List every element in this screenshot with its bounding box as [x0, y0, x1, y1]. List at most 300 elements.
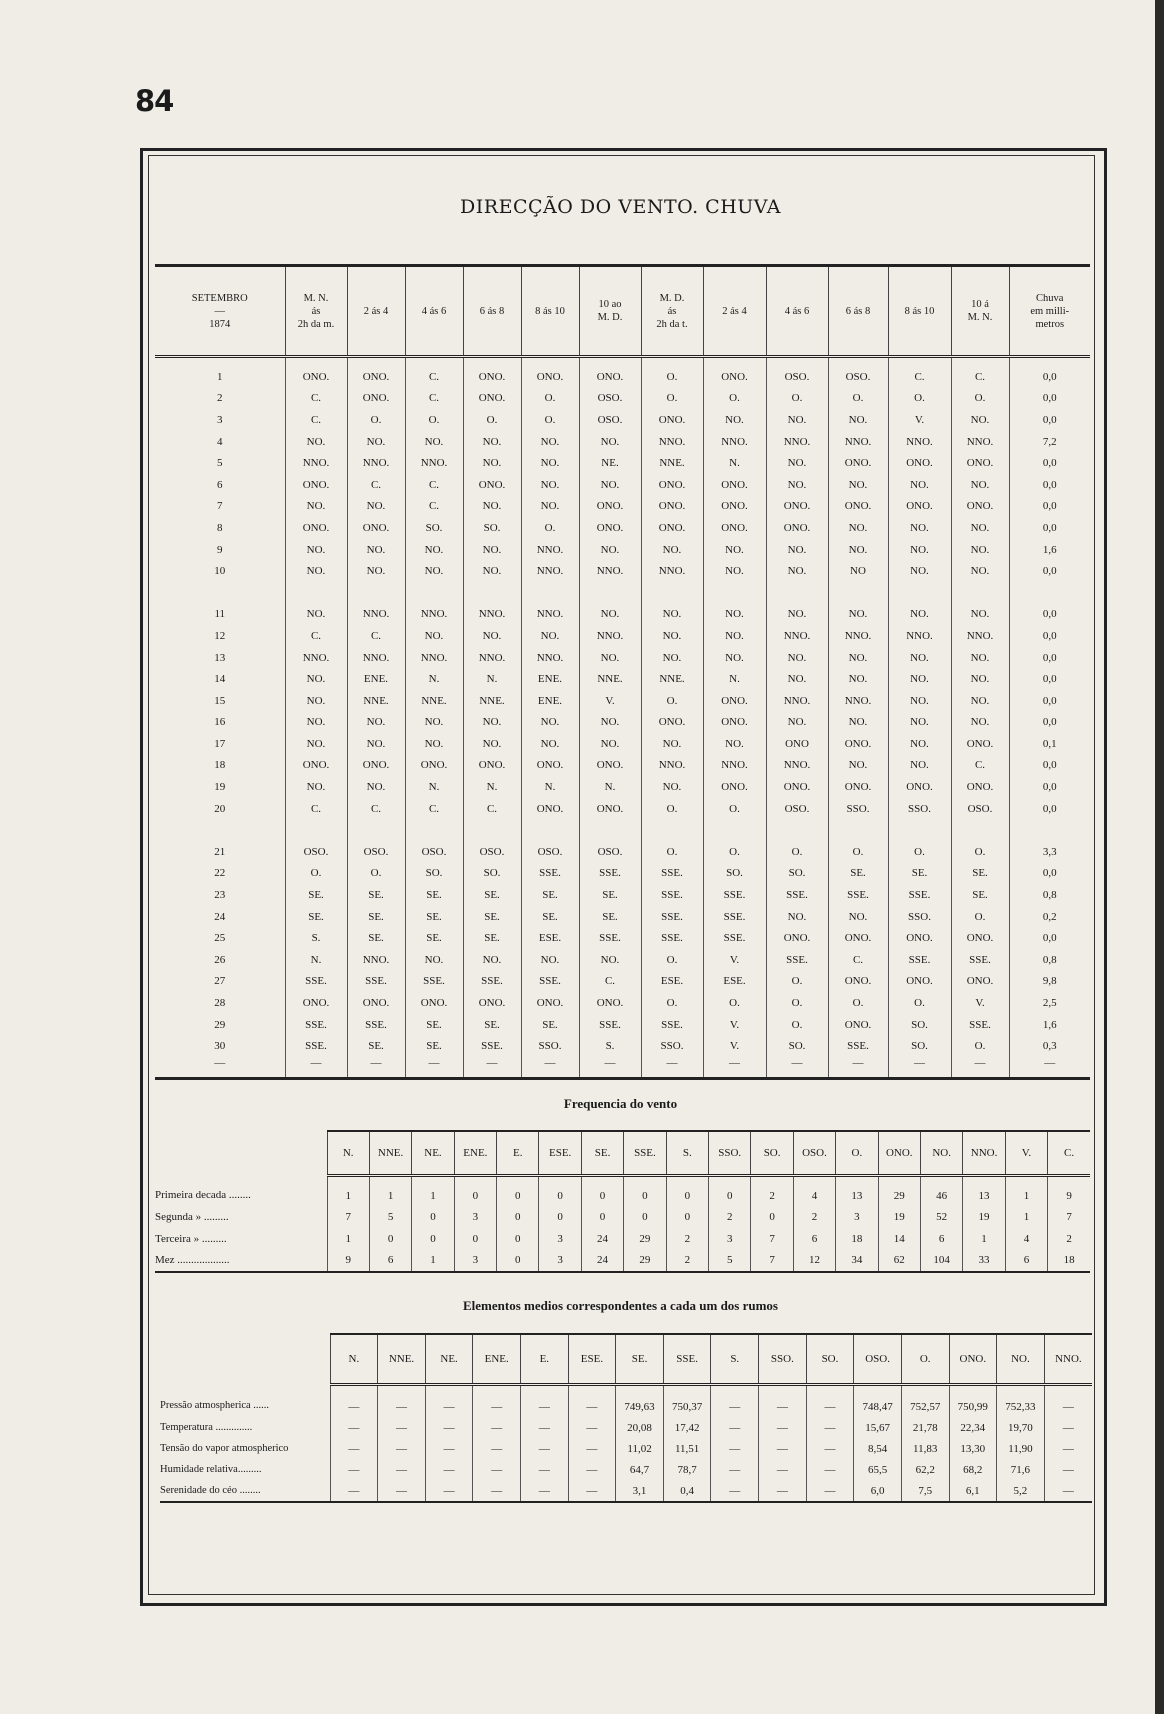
wind-cell: NO.	[285, 431, 347, 453]
direction-header: E.	[497, 1131, 539, 1176]
wind-cell: NNO.	[463, 647, 521, 669]
count-cell: 0	[412, 1228, 454, 1250]
wind-cell: ONO.	[828, 927, 888, 949]
wind-cell: NO.	[347, 776, 405, 798]
wind-cell: S.	[285, 927, 347, 949]
value-cell: —	[759, 1385, 807, 1418]
wind-cell: NNO.	[405, 452, 463, 474]
wind-cell: NO.	[951, 560, 1009, 582]
wind-cell: SE.	[347, 927, 405, 949]
rain-cell: 0,0	[1009, 755, 1090, 777]
value-cell: 64,7	[616, 1459, 664, 1480]
header-line: em milli-	[1030, 305, 1070, 317]
wind-cell: ONO.	[579, 798, 641, 820]
count-cell: 1	[412, 1250, 454, 1273]
day-cell: 4	[217, 435, 223, 448]
wind-cell: NO.	[285, 776, 347, 798]
table-row	[155, 452, 1090, 474]
wind-cell: SO.	[766, 1035, 828, 1057]
gap-cell	[579, 582, 641, 604]
direction-header: NNE.	[378, 1334, 426, 1385]
table-row	[155, 884, 1090, 906]
value-cell: 65,5	[854, 1459, 902, 1480]
rain-cell: 0,0	[1009, 647, 1090, 669]
count-cell: 0	[666, 1207, 708, 1229]
row-label: Terceira » .........	[155, 1232, 227, 1245]
wind-cell: SSE.	[641, 927, 703, 949]
wind-cell: ONO.	[888, 776, 951, 798]
direction-header: SSE.	[663, 1334, 711, 1385]
wind-cell: O.	[888, 841, 951, 863]
wind-cell: NNO.	[641, 431, 703, 453]
wind-cell: NNE.	[347, 690, 405, 712]
value-cell: —	[806, 1385, 854, 1418]
wind-cell: NO.	[951, 690, 1009, 712]
wind-cell: NO.	[766, 647, 828, 669]
wind-cell: ONO.	[766, 496, 828, 518]
value-cell: —	[568, 1438, 616, 1459]
row-label: Serenidade do céo ........	[160, 1480, 330, 1502]
gap-cell	[828, 582, 888, 604]
rain-cell: 0,0	[1009, 517, 1090, 539]
count-cell: 13	[963, 1176, 1005, 1207]
table-row	[155, 1176, 1090, 1207]
wind-cell: O.	[828, 388, 888, 410]
direction-header: SSE.	[624, 1131, 666, 1176]
wind-cell: SSE.	[521, 971, 579, 993]
direction-header: OSO.	[793, 1131, 835, 1176]
value-cell: 5,2	[997, 1480, 1045, 1502]
direction-header: V.	[1005, 1131, 1047, 1176]
rain-cell: 7,2	[1009, 431, 1090, 453]
wind-cell: NNO.	[347, 452, 405, 474]
day-cell: 27	[214, 975, 226, 988]
wind-cell: SE.	[347, 884, 405, 906]
wind-cell: ONO.	[766, 776, 828, 798]
table-row	[155, 712, 1090, 734]
count-cell: 24	[581, 1250, 623, 1273]
wind-cell: NO.	[347, 539, 405, 561]
wind-cell: NO.	[521, 712, 579, 734]
wind-cell: ENE.	[347, 668, 405, 690]
rain-cell: 0,0	[1009, 863, 1090, 885]
value-cell: —	[473, 1459, 521, 1480]
gap-cell	[155, 582, 285, 604]
wind-cell: SSE.	[579, 1014, 641, 1036]
wind-cell: ONO.	[521, 357, 579, 388]
gap-cell	[703, 582, 766, 604]
wind-cell: NNO.	[888, 431, 951, 453]
day-cell: 18	[214, 759, 226, 772]
wind-cell: V.	[703, 949, 766, 971]
wind-cell: O.	[828, 841, 888, 863]
header-line: ás	[311, 305, 321, 317]
wind-cell: SSE.	[888, 949, 951, 971]
header-line: 2 ás 4	[722, 305, 747, 317]
rain-cell: 0,0	[1009, 625, 1090, 647]
elements-header-row	[160, 1334, 1092, 1385]
wind-cell: O.	[641, 992, 703, 1014]
page-edge	[1155, 0, 1164, 1714]
day-cell: 8	[217, 521, 223, 534]
value-cell: —	[568, 1459, 616, 1480]
value-cell: 6,0	[854, 1480, 902, 1502]
wind-cell: NO.	[828, 539, 888, 561]
wind-cell: NO.	[579, 604, 641, 626]
wind-cell: NO.	[521, 474, 579, 496]
wind-cell: ONO.	[463, 755, 521, 777]
wind-cell: ONO.	[347, 755, 405, 777]
count-cell: 1	[327, 1228, 369, 1250]
wind-cell: SO.	[888, 1035, 951, 1057]
direction-header: SO.	[751, 1131, 793, 1176]
wind-cell: NNO.	[828, 431, 888, 453]
gap-cell	[463, 582, 521, 604]
wind-cell: NO.	[828, 409, 888, 431]
wind-cell: NO.	[828, 517, 888, 539]
wind-cell: NNO.	[951, 431, 1009, 453]
wind-cell: SO.	[766, 863, 828, 885]
day-cell: 26	[214, 953, 226, 966]
direction-header: ENE.	[473, 1334, 521, 1385]
row-label: Segunda » .........	[155, 1211, 229, 1224]
table-row	[155, 357, 1090, 388]
wind-cell: SSE.	[766, 949, 828, 971]
gap-cell	[405, 582, 463, 604]
value-cell: —	[425, 1480, 473, 1502]
wind-cell: NO.	[888, 560, 951, 582]
wind-cell: C.	[405, 357, 463, 388]
wind-cell: NO.	[641, 733, 703, 755]
dash-cell: —	[703, 1057, 766, 1079]
wind-cell: NO.	[766, 604, 828, 626]
wind-cell: O.	[766, 971, 828, 993]
day-cell: 11	[214, 608, 226, 621]
count-cell: 3	[454, 1250, 496, 1273]
wind-cell: SO.	[703, 863, 766, 885]
value-cell: —	[521, 1459, 569, 1480]
wind-cell: NNE.	[579, 668, 641, 690]
count-cell: 7	[327, 1207, 369, 1229]
wind-cell: SSE.	[641, 906, 703, 928]
value-cell: 11,83	[901, 1438, 949, 1459]
wind-cell: NNE.	[641, 452, 703, 474]
elements-title: Elementos medios correspondentes a cada um dos rumos	[462, 1298, 778, 1313]
rain-cell: 0,2	[1009, 906, 1090, 928]
wind-cell: NO.	[347, 560, 405, 582]
wind-cell: SSO.	[641, 1035, 703, 1057]
wind-cell: O.	[766, 841, 828, 863]
wind-cell: NO.	[347, 712, 405, 734]
header-line: SETEMBRO	[191, 292, 248, 304]
wind-cell: NNO.	[347, 604, 405, 626]
wind-cell: OSO.	[405, 841, 463, 863]
day-cell: 5	[217, 457, 223, 470]
direction-header: SE.	[581, 1131, 623, 1176]
count-cell: 52	[920, 1207, 962, 1229]
gap-cell	[285, 582, 347, 604]
wind-cell: SSE.	[347, 971, 405, 993]
page-title: DIRECÇÃO DO VENTO. CHUVA	[460, 196, 781, 218]
value-cell: —	[1044, 1459, 1092, 1480]
wind-cell: ONO.	[579, 517, 641, 539]
day-cell: 15	[214, 694, 226, 707]
value-cell: 6,1	[949, 1480, 997, 1502]
wind-cell: C.	[285, 388, 347, 410]
table-row	[155, 798, 1090, 820]
header-line: 8 ás 10	[535, 305, 565, 317]
rain-cell: 0,0	[1009, 452, 1090, 474]
wind-cell: ONO.	[951, 452, 1009, 474]
wind-cell: NO.	[463, 539, 521, 561]
direction-header: ENE.	[454, 1131, 496, 1176]
rain-cell: 0,0	[1009, 474, 1090, 496]
table-row	[155, 863, 1090, 885]
header-line: Chuva	[1036, 292, 1064, 304]
gap-cell	[521, 582, 579, 604]
header-line: M. N.	[303, 292, 329, 304]
wind-cell: NNO.	[521, 539, 579, 561]
value-cell: —	[473, 1480, 521, 1502]
direction-header: O.	[901, 1334, 949, 1385]
value-cell: —	[711, 1438, 759, 1459]
wind-cell: C.	[463, 798, 521, 820]
frequency-title: Frequencia do vento	[563, 1096, 678, 1111]
wind-cell: SSE.	[463, 1035, 521, 1057]
wind-cell: O.	[641, 841, 703, 863]
wind-cell: NO.	[347, 431, 405, 453]
value-cell: —	[425, 1385, 473, 1418]
count-cell: 46	[920, 1176, 962, 1207]
wind-cell: SSO.	[828, 798, 888, 820]
wind-cell: N.	[405, 776, 463, 798]
column-header	[951, 266, 1009, 357]
rain-cell: 0,0	[1009, 496, 1090, 518]
wind-cell: SSE.	[285, 971, 347, 993]
value-cell: 11,02	[616, 1438, 664, 1459]
direction-header: ONO.	[949, 1334, 997, 1385]
wind-cell: ONO.	[888, 971, 951, 993]
wind-cell: SO.	[405, 517, 463, 539]
value-cell: —	[711, 1385, 759, 1418]
wind-cell: NO.	[521, 452, 579, 474]
direction-header: SSO.	[759, 1334, 807, 1385]
wind-cell: O.	[766, 1014, 828, 1036]
rain-cell: 0,1	[1009, 733, 1090, 755]
table-row	[155, 560, 1090, 582]
row-label: Primeira decada ........	[155, 1189, 251, 1201]
wind-cell: NNO.	[766, 755, 828, 777]
blank-header	[155, 1131, 327, 1176]
wind-cell: NO.	[347, 496, 405, 518]
wind-cell: V.	[579, 690, 641, 712]
header-line: 8 ás 10	[904, 305, 935, 317]
day-cell: 3	[217, 413, 223, 426]
count-cell: 0	[497, 1207, 539, 1229]
wind-cell: O.	[703, 841, 766, 863]
table-row	[160, 1385, 1092, 1418]
direction-header: ESE.	[568, 1334, 616, 1385]
wind-cell: ONO.	[828, 776, 888, 798]
day-cell: 23	[214, 889, 226, 902]
wind-cell: ONO.	[828, 733, 888, 755]
wind-cell: ONO.	[463, 388, 521, 410]
count-cell: 2	[709, 1207, 751, 1229]
decade-gap	[155, 582, 1090, 604]
rain-cell: 0,0	[1009, 798, 1090, 820]
wind-cell: C.	[579, 971, 641, 993]
count-cell: 7	[751, 1250, 793, 1273]
wind-cell: SSE.	[641, 1014, 703, 1036]
row-label: Temperatura ..............	[160, 1422, 253, 1433]
count-cell: 1	[412, 1176, 454, 1207]
wind-cell: NO.	[463, 949, 521, 971]
value-cell: —	[473, 1385, 521, 1418]
wind-cell: C.	[405, 798, 463, 820]
wind-cell: OSO.	[951, 798, 1009, 820]
wind-cell: ONO.	[579, 992, 641, 1014]
count-cell: 0	[581, 1176, 623, 1207]
header-line: 4 ás 6	[784, 305, 810, 317]
table-row	[155, 971, 1090, 993]
wind-cell: ONO.	[521, 992, 579, 1014]
count-cell: 0	[666, 1176, 708, 1207]
wind-cell: ONO.	[703, 690, 766, 712]
gap-cell	[641, 582, 703, 604]
frequency-header-row	[155, 1131, 1090, 1176]
value-cell: 68,2	[949, 1459, 997, 1480]
count-cell: 2	[793, 1207, 835, 1229]
table-row	[160, 1417, 1092, 1438]
wind-cell: ENE.	[521, 690, 579, 712]
wind-cell: NNO.	[347, 949, 405, 971]
wind-cell: SE.	[285, 906, 347, 928]
dash-row	[155, 1057, 1090, 1079]
wind-cell: SSE.	[285, 1014, 347, 1036]
wind-cell: O.	[405, 409, 463, 431]
count-cell: 0	[539, 1176, 581, 1207]
count-cell: 19	[963, 1207, 1005, 1229]
dash-cell: —	[347, 1057, 405, 1079]
value-cell: 750,37	[663, 1385, 711, 1418]
rain-cell: 3,3	[1009, 841, 1090, 863]
table-row	[160, 1459, 1092, 1480]
wind-cell: ONO.	[828, 452, 888, 474]
dash-cell: —	[521, 1057, 579, 1079]
elements-table	[160, 1333, 1092, 1503]
value-cell: —	[330, 1480, 378, 1502]
wind-cell: ONO.	[641, 517, 703, 539]
count-cell: 0	[539, 1207, 581, 1229]
rain-cell: 1,6	[1009, 539, 1090, 561]
wind-cell: SE.	[347, 1035, 405, 1057]
wind-cell: NNO.	[766, 431, 828, 453]
table-row	[155, 755, 1090, 777]
wind-cell: NO.	[951, 604, 1009, 626]
column-header	[463, 266, 521, 357]
wind-cell: O.	[703, 992, 766, 1014]
count-cell: 0	[497, 1228, 539, 1250]
count-cell: 0	[581, 1207, 623, 1229]
table-row	[155, 1207, 1090, 1229]
rain-cell: 0,0	[1009, 560, 1090, 582]
count-cell: 62	[878, 1250, 920, 1273]
value-cell: —	[759, 1480, 807, 1502]
wind-cell: SSE.	[703, 927, 766, 949]
value-cell: 11,90	[997, 1438, 1045, 1459]
count-cell: 1	[1005, 1207, 1047, 1229]
table-row	[155, 1035, 1090, 1057]
wind-header-row	[155, 266, 1090, 357]
wind-cell: NO.	[828, 712, 888, 734]
wind-cell: NO.	[405, 733, 463, 755]
wind-cell: NNO.	[641, 755, 703, 777]
value-cell: 62,2	[901, 1459, 949, 1480]
wind-cell: ONO.	[641, 474, 703, 496]
wind-cell: NNO.	[405, 604, 463, 626]
count-cell: 3	[454, 1207, 496, 1229]
wind-cell: NNO.	[347, 647, 405, 669]
count-cell: 0	[624, 1176, 666, 1207]
header-line: 2h da m.	[297, 318, 335, 330]
dash-cell: —	[828, 1057, 888, 1079]
day-cell: 25	[214, 932, 226, 945]
wind-cell: SSE.	[405, 971, 463, 993]
wind-cell: ONO.	[285, 357, 347, 388]
count-cell: 3	[539, 1228, 581, 1250]
gap-cell	[888, 582, 951, 604]
count-cell: 29	[624, 1228, 666, 1250]
wind-cell: NO.	[285, 690, 347, 712]
row-label: Humidade relativa.........	[160, 1464, 262, 1475]
wind-cell: NO.	[521, 431, 579, 453]
count-cell: 24	[581, 1228, 623, 1250]
wind-cell: NO.	[951, 668, 1009, 690]
header-line: 1874	[209, 318, 231, 330]
wind-cell: NO.	[463, 712, 521, 734]
header-line: metros	[1035, 318, 1065, 330]
wind-cell: SE.	[405, 906, 463, 928]
wind-cell: ESE.	[641, 971, 703, 993]
wind-cell: SE.	[347, 906, 405, 928]
day-cell: 1	[217, 370, 223, 383]
value-cell: 750,99	[949, 1385, 997, 1418]
wind-cell: C.	[285, 625, 347, 647]
wind-cell: NO.	[463, 733, 521, 755]
dash-cell: —	[951, 1057, 1009, 1079]
dash-cell: —	[766, 1057, 828, 1079]
wind-cell: ONO	[766, 733, 828, 755]
gap-cell	[703, 819, 766, 841]
rain-cell: 0,8	[1009, 884, 1090, 906]
count-cell: 2	[751, 1176, 793, 1207]
wind-cell: SSO.	[888, 798, 951, 820]
wind-cell: NO.	[405, 625, 463, 647]
wind-cell: O.	[641, 357, 703, 388]
gap-cell	[1009, 819, 1090, 841]
wind-cell: N.	[285, 949, 347, 971]
gap-cell	[766, 582, 828, 604]
wind-cell: NNO.	[766, 625, 828, 647]
wind-cell: NO.	[766, 560, 828, 582]
count-cell: 2	[666, 1228, 708, 1250]
wind-cell: SE.	[521, 884, 579, 906]
table-row	[155, 409, 1090, 431]
wind-cell: SSE.	[828, 1035, 888, 1057]
wind-cell: N.	[521, 776, 579, 798]
wind-cell: NO.	[766, 712, 828, 734]
wind-cell: NO.	[888, 604, 951, 626]
